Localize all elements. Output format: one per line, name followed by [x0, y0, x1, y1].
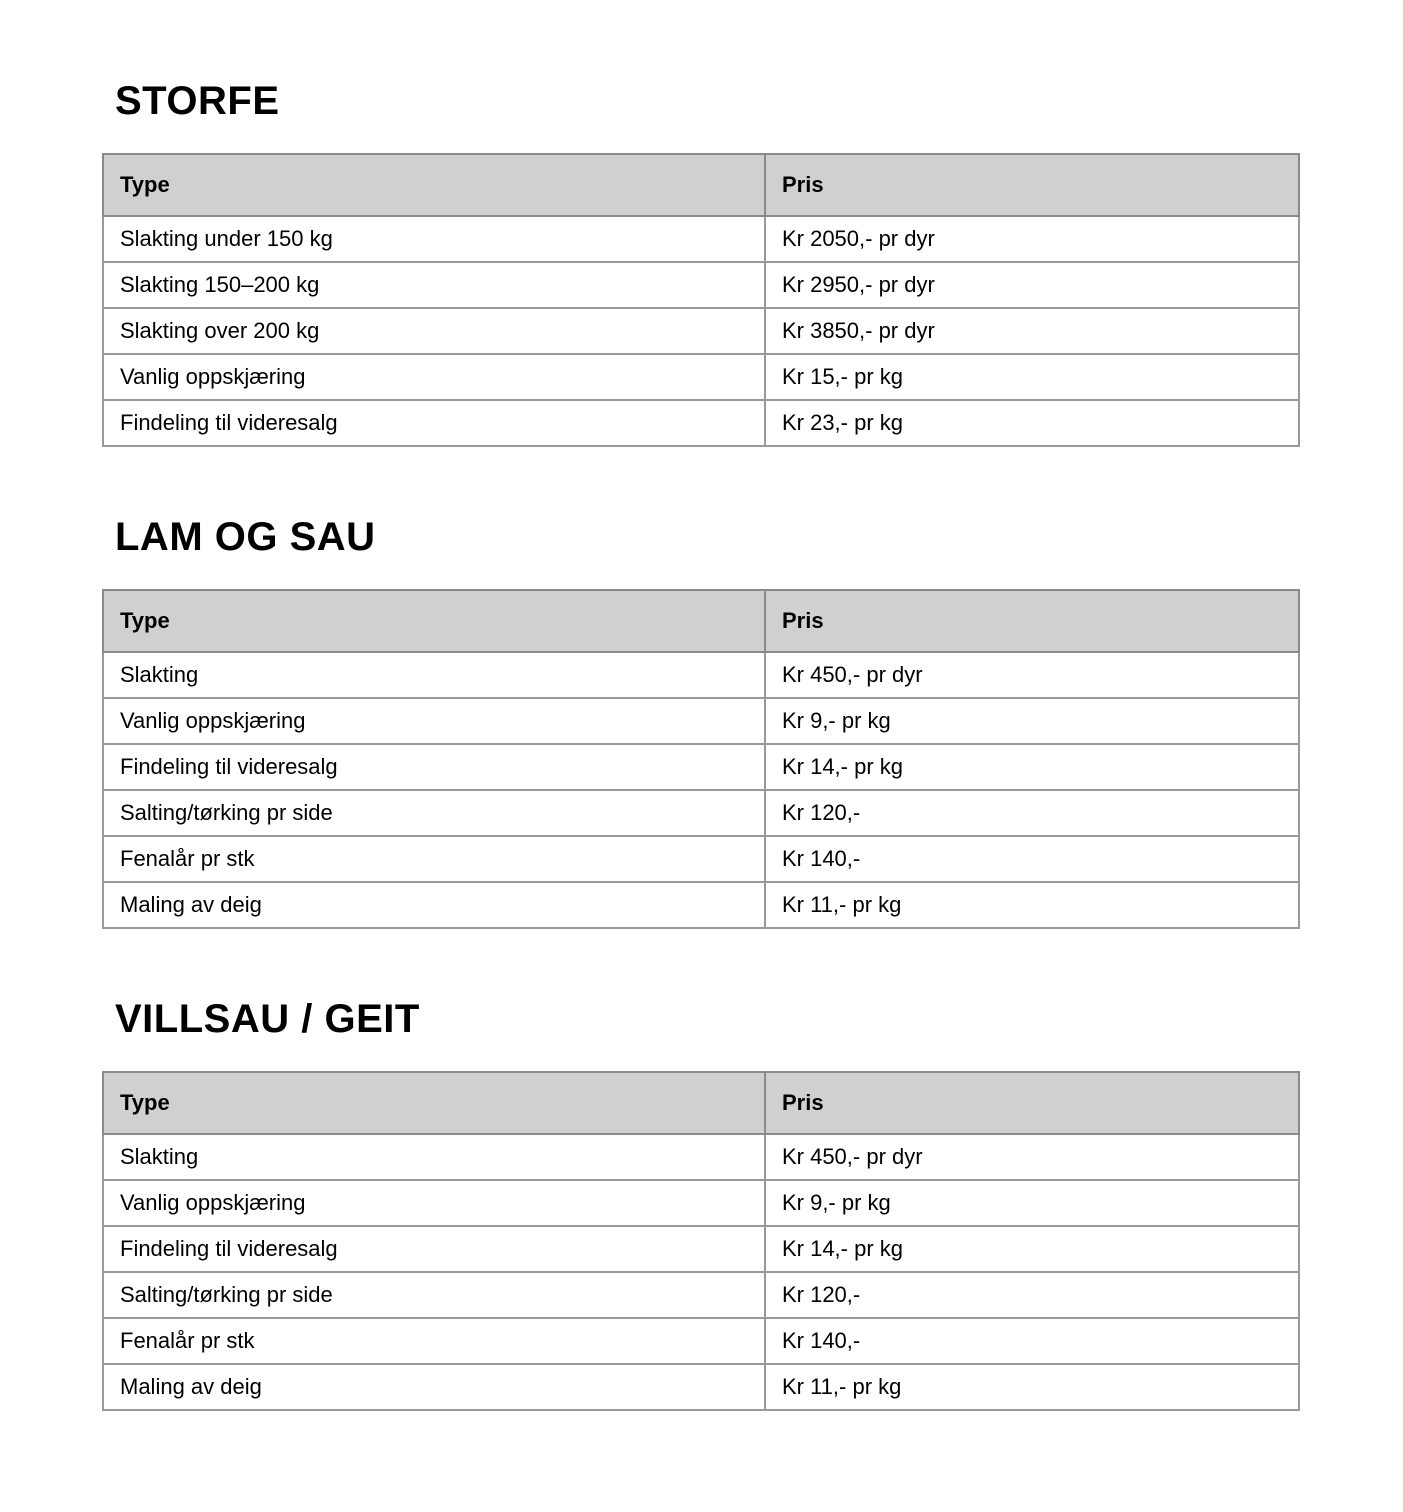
column-header-type: Type — [103, 154, 765, 216]
table-row — [103, 1226, 1299, 1272]
type-cell: Salting/tørking pr side — [103, 1272, 765, 1318]
price-cell: Kr 14,- pr kg — [765, 744, 1299, 790]
type-cell: Findeling til videresalg — [103, 400, 765, 446]
price-cell: Kr 450,- pr dyr — [765, 1134, 1299, 1180]
type-cell: Findeling til videresalg — [103, 1226, 765, 1272]
table-row — [103, 1318, 1299, 1364]
table-row — [103, 262, 1299, 308]
type-cell: Slakting under 150 kg — [103, 216, 765, 262]
price-table — [102, 153, 1300, 447]
price-list — [102, 78, 1300, 1411]
type-cell: Vanlig oppskjæring — [103, 354, 765, 400]
price-cell: Kr 3850,- pr dyr — [765, 308, 1299, 354]
price-cell: Kr 14,- pr kg — [765, 1226, 1299, 1272]
price-section — [102, 996, 1300, 1411]
type-cell: Slakting — [103, 652, 765, 698]
table-row — [103, 216, 1299, 262]
table-row — [103, 882, 1299, 928]
price-section — [102, 78, 1300, 447]
type-cell: Fenalår pr stk — [103, 1318, 765, 1364]
table-row — [103, 308, 1299, 354]
price-cell: Kr 11,- pr kg — [765, 882, 1299, 928]
type-cell: Maling av deig — [103, 882, 765, 928]
price-cell: Kr 2950,- pr dyr — [765, 262, 1299, 308]
column-header-pris: Pris — [765, 590, 1299, 652]
table-row — [103, 1134, 1299, 1180]
type-cell: Vanlig oppskjæring — [103, 1180, 765, 1226]
table-head — [103, 1072, 1299, 1134]
table-header-row — [103, 154, 1299, 216]
table-row — [103, 836, 1299, 882]
type-cell: Vanlig oppskjæring — [103, 698, 765, 744]
table-body — [103, 652, 1299, 928]
column-header-pris: Pris — [765, 154, 1299, 216]
price-cell: Kr 120,- — [765, 1272, 1299, 1318]
column-header-type: Type — [103, 1072, 765, 1134]
price-table — [102, 1071, 1300, 1411]
price-cell: Kr 140,- — [765, 836, 1299, 882]
table-row — [103, 354, 1299, 400]
price-cell: Kr 15,- pr kg — [765, 354, 1299, 400]
type-cell: Findeling til videresalg — [103, 744, 765, 790]
table-body — [103, 216, 1299, 446]
section-title: VILLSAU / GEIT — [115, 997, 420, 1041]
table-head — [103, 154, 1299, 216]
type-cell: Slakting — [103, 1134, 765, 1180]
type-cell: Slakting 150–200 kg — [103, 262, 765, 308]
table-header-row — [103, 1072, 1299, 1134]
type-cell: Salting/tørking pr side — [103, 790, 765, 836]
price-cell: Kr 120,- — [765, 790, 1299, 836]
table-head — [103, 590, 1299, 652]
type-cell: Fenalår pr stk — [103, 836, 765, 882]
type-cell: Slakting over 200 kg — [103, 308, 765, 354]
price-cell: Kr 140,- — [765, 1318, 1299, 1364]
price-cell: Kr 450,- pr dyr — [765, 652, 1299, 698]
section-title: STORFE — [115, 79, 280, 123]
price-cell: Kr 11,- pr kg — [765, 1364, 1299, 1410]
price-section — [102, 514, 1300, 929]
table-row — [103, 652, 1299, 698]
table-body — [103, 1134, 1299, 1410]
table-row — [103, 1272, 1299, 1318]
table-row — [103, 400, 1299, 446]
price-table — [102, 589, 1300, 929]
table-row — [103, 744, 1299, 790]
table-header-row — [103, 590, 1299, 652]
column-header-pris: Pris — [765, 1072, 1299, 1134]
column-header-type: Type — [103, 590, 765, 652]
price-cell: Kr 23,- pr kg — [765, 400, 1299, 446]
table-row — [103, 1364, 1299, 1410]
table-row — [103, 1180, 1299, 1226]
price-cell: Kr 9,- pr kg — [765, 698, 1299, 744]
table-row — [103, 790, 1299, 836]
section-title: LAM OG SAU — [115, 515, 376, 559]
type-cell: Maling av deig — [103, 1364, 765, 1410]
price-cell: Kr 9,- pr kg — [765, 1180, 1299, 1226]
price-cell: Kr 2050,- pr dyr — [765, 216, 1299, 262]
table-row — [103, 698, 1299, 744]
